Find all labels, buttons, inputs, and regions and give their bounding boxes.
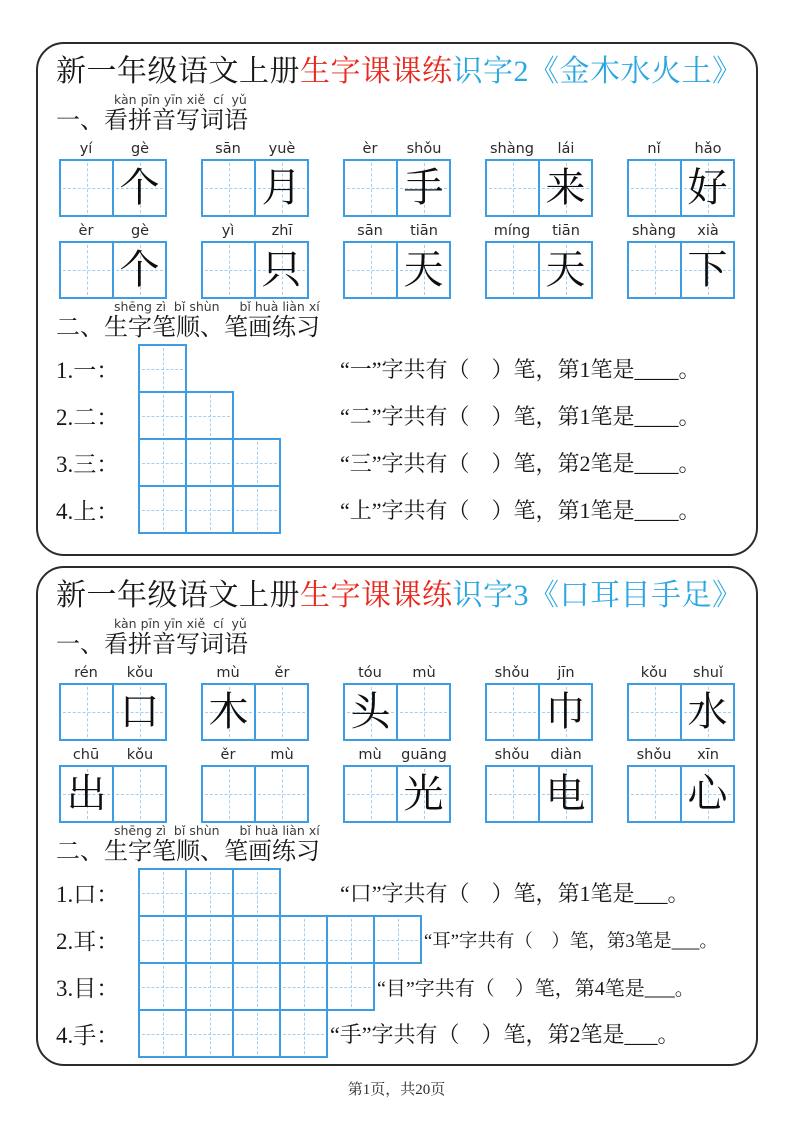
pinyin-syllable: xià bbox=[697, 223, 719, 239]
word-pinyin bbox=[201, 220, 309, 240]
practice-question: “口”字共有（ ）笔，第1笔是___。 bbox=[340, 881, 690, 906]
grid-cell bbox=[61, 243, 112, 297]
grid-cell bbox=[138, 962, 187, 1011]
word-pinyin bbox=[59, 220, 167, 240]
pinyin-syllable: kǒu bbox=[640, 665, 668, 681]
word-group bbox=[343, 138, 451, 217]
character bbox=[203, 161, 254, 215]
grid-cell bbox=[138, 485, 187, 534]
grid-cell bbox=[232, 868, 281, 917]
word-pinyin bbox=[59, 744, 167, 764]
pinyin-syllable: mù bbox=[358, 747, 382, 763]
title-book-part: 新一年级语文上册 bbox=[56, 579, 300, 612]
practice-grid bbox=[138, 868, 338, 917]
word-group bbox=[627, 138, 735, 217]
character bbox=[61, 243, 112, 297]
stroke-practice-row bbox=[56, 1009, 738, 1058]
word-row bbox=[56, 138, 738, 217]
writing-grid bbox=[201, 159, 309, 217]
practice-label: 1.一： bbox=[56, 358, 120, 383]
word-pinyin bbox=[201, 662, 309, 682]
writing-grid bbox=[627, 159, 735, 217]
stroke-practice-row bbox=[56, 391, 738, 440]
character: 个 bbox=[119, 165, 160, 210]
grid-cell bbox=[629, 161, 680, 215]
title-lesson-part: 识字3《口耳目手足》 bbox=[452, 579, 743, 612]
word-row bbox=[56, 744, 738, 823]
grid-cell bbox=[680, 685, 733, 739]
practice-grid bbox=[138, 485, 338, 534]
grid-cell bbox=[185, 868, 234, 917]
word-pinyin bbox=[627, 220, 735, 240]
character: 口 bbox=[119, 689, 160, 734]
grid-cell bbox=[396, 685, 449, 739]
grid-cell bbox=[185, 962, 234, 1011]
pinyin-syllable: zhī bbox=[271, 223, 293, 239]
grid-cell bbox=[232, 915, 281, 964]
character bbox=[487, 243, 538, 297]
pinyin-syllable: shǒu bbox=[406, 141, 442, 157]
character bbox=[61, 161, 112, 215]
word-group bbox=[59, 220, 167, 299]
practice-question: “目”字共有（ ）笔，第4笔是___。 bbox=[377, 978, 695, 1000]
title-lesson-part: 识字2《金木水火土》 bbox=[452, 55, 743, 88]
character bbox=[203, 767, 254, 821]
word-pinyin bbox=[343, 220, 451, 240]
pinyin-syllable: hǎo bbox=[694, 141, 722, 157]
grid-cell bbox=[138, 1009, 187, 1058]
pinyin-syllable: nǐ bbox=[647, 141, 661, 157]
word-pinyin bbox=[343, 138, 451, 158]
grid-cell bbox=[232, 485, 281, 534]
practice-label: 2.二： bbox=[56, 405, 120, 430]
pinyin-syllable: sān bbox=[215, 141, 241, 157]
pinyin-syllable: gè bbox=[130, 223, 150, 239]
word-group bbox=[59, 138, 167, 217]
stroke-practice-row bbox=[56, 868, 738, 917]
character: 来 bbox=[545, 165, 586, 210]
pinyin-syllable: sān bbox=[357, 223, 383, 239]
grid-cell bbox=[680, 767, 733, 821]
stroke-practice-block bbox=[56, 344, 738, 534]
practice-grid bbox=[138, 438, 338, 487]
word-row bbox=[56, 662, 738, 741]
grid-cell bbox=[487, 767, 538, 821]
practice-question: “上”字共有（ ）笔，第1笔是____。 bbox=[340, 498, 701, 523]
character bbox=[61, 685, 112, 739]
grid-cell bbox=[396, 767, 449, 821]
writing-grid bbox=[485, 241, 593, 299]
stroke-practice-block bbox=[56, 868, 738, 1058]
grid-cell bbox=[254, 161, 307, 215]
pinyin-syllable: mù bbox=[270, 747, 294, 763]
word-group bbox=[343, 220, 451, 299]
grid-cell bbox=[203, 161, 254, 215]
word-group bbox=[343, 744, 451, 823]
pinyin-syllable: èr bbox=[362, 141, 378, 157]
writing-grid bbox=[59, 241, 167, 299]
character: 电 bbox=[545, 771, 586, 816]
pinyin-syllable: mù bbox=[216, 665, 240, 681]
writing-grid bbox=[59, 159, 167, 217]
character bbox=[345, 243, 396, 297]
grid-cell bbox=[254, 685, 307, 739]
pinyin-syllable: mù bbox=[412, 665, 436, 681]
writing-grid bbox=[627, 765, 735, 823]
character: 出 bbox=[66, 771, 107, 816]
grid-cell bbox=[185, 438, 234, 487]
grid-cell bbox=[138, 868, 187, 917]
character bbox=[256, 767, 307, 821]
grid-cell bbox=[345, 243, 396, 297]
grid-cell bbox=[254, 243, 307, 297]
grid-cell bbox=[138, 391, 187, 440]
character: 月 bbox=[261, 165, 302, 210]
word-group bbox=[59, 744, 167, 823]
grid-cell bbox=[487, 685, 538, 739]
pinyin-syllable: rén bbox=[74, 665, 98, 681]
character: 手 bbox=[403, 165, 444, 210]
grid-cell bbox=[538, 243, 591, 297]
title-series-part: 生字课课练 bbox=[300, 55, 453, 88]
section2-heading: 二、生字笔顺、笔画练习 bbox=[56, 839, 320, 865]
pinyin-syllable: kǒu bbox=[126, 747, 154, 763]
title-book-part: 新一年级语文上册 bbox=[56, 55, 300, 88]
character: 天 bbox=[545, 247, 586, 292]
character: 巾 bbox=[545, 689, 586, 734]
pinyin-syllable: gè bbox=[130, 141, 150, 157]
section1-heading: 一、看拼音写词语 bbox=[56, 108, 248, 134]
practice-label: 1.口： bbox=[56, 882, 120, 907]
character bbox=[487, 161, 538, 215]
section2-pinyin: shēng zì bǐ shùn bǐ huà liàn xí bbox=[114, 299, 320, 314]
grid-cell bbox=[487, 243, 538, 297]
pinyin-syllable: míng bbox=[493, 223, 531, 239]
pinyin-syllable: yí bbox=[79, 141, 93, 157]
character bbox=[345, 161, 396, 215]
pinyin-syllable: yì bbox=[221, 223, 235, 239]
grid-cell bbox=[680, 161, 733, 215]
grid-cell bbox=[185, 915, 234, 964]
writing-grid bbox=[201, 765, 309, 823]
grid-cell bbox=[538, 767, 591, 821]
grid-cell bbox=[538, 685, 591, 739]
grid-cell bbox=[629, 243, 680, 297]
word-group bbox=[201, 744, 309, 823]
grid-cell bbox=[396, 243, 449, 297]
practice-label: 2.耳： bbox=[56, 929, 120, 954]
character bbox=[487, 685, 538, 739]
pinyin-syllable: diàn bbox=[550, 747, 582, 763]
grid-cell bbox=[112, 161, 165, 215]
section2-heading: 二、生字笔顺、笔画练习 bbox=[56, 315, 320, 341]
character: 好 bbox=[687, 165, 728, 210]
character: 个 bbox=[119, 247, 160, 292]
grid-cell bbox=[61, 161, 112, 215]
pinyin-syllable: guāng bbox=[401, 747, 447, 763]
grid-cell bbox=[112, 243, 165, 297]
grid-cell bbox=[326, 962, 375, 1011]
stroke-practice-row bbox=[56, 344, 738, 393]
worksheet-card-1 bbox=[36, 42, 758, 556]
character: 木 bbox=[208, 689, 249, 734]
character bbox=[629, 243, 680, 297]
writing-grid bbox=[485, 765, 593, 823]
pinyin-syllable: ěr bbox=[220, 747, 236, 763]
word-pinyin bbox=[201, 138, 309, 158]
character: 头 bbox=[350, 689, 391, 734]
pinyin-syllable: ěr bbox=[274, 665, 290, 681]
pinyin-syllable: shuǐ bbox=[693, 665, 723, 681]
practice-label: 3.目： bbox=[56, 976, 120, 1001]
grid-cell bbox=[138, 438, 187, 487]
writing-grid bbox=[343, 241, 451, 299]
stroke-practice-row bbox=[56, 915, 738, 964]
grid-cell bbox=[112, 767, 165, 821]
pinyin-syllable: chū bbox=[72, 747, 100, 763]
word-group bbox=[485, 662, 593, 741]
practice-grid bbox=[138, 344, 338, 393]
practice-grid bbox=[138, 915, 422, 964]
grid-cell bbox=[185, 485, 234, 534]
pinyin-syllable: lái bbox=[557, 141, 575, 157]
grid-cell bbox=[185, 1009, 234, 1058]
grid-cell bbox=[680, 243, 733, 297]
sheet-title bbox=[56, 52, 743, 92]
character: 水 bbox=[687, 689, 728, 734]
pinyin-syllable: shǒu bbox=[636, 747, 672, 763]
pinyin-syllable: tiān bbox=[410, 223, 438, 239]
word-pinyin bbox=[485, 138, 593, 158]
writing-grid bbox=[343, 159, 451, 217]
writing-grid bbox=[59, 765, 167, 823]
character: 下 bbox=[687, 247, 728, 292]
stroke-practice-row bbox=[56, 485, 738, 534]
word-pinyin bbox=[485, 744, 593, 764]
practice-label: 4.上： bbox=[56, 499, 120, 524]
practice-grid bbox=[138, 391, 338, 440]
character bbox=[629, 767, 680, 821]
writing-grid bbox=[343, 765, 451, 823]
pinyin-syllable: tóu bbox=[358, 665, 382, 681]
word-group bbox=[627, 220, 735, 299]
grid-cell bbox=[396, 161, 449, 215]
title-series-part: 生字课课练 bbox=[300, 579, 453, 612]
grid-cell bbox=[185, 391, 234, 440]
section1-pinyin: kàn pīn yīn xiě cí yǔ bbox=[114, 616, 247, 631]
practice-question: “手”字共有（ ）笔，第2笔是___。 bbox=[330, 1022, 680, 1047]
character bbox=[114, 767, 165, 821]
stroke-practice-row bbox=[56, 962, 738, 1011]
grid-cell bbox=[279, 1009, 328, 1058]
grid-cell bbox=[538, 161, 591, 215]
grid-cell bbox=[232, 1009, 281, 1058]
stroke-practice-row bbox=[56, 438, 738, 487]
grid-cell bbox=[203, 243, 254, 297]
grid-cell bbox=[138, 344, 187, 393]
pinyin-syllable: shǒu bbox=[494, 747, 530, 763]
writing-grid bbox=[627, 683, 735, 741]
character: 天 bbox=[403, 247, 444, 292]
pinyin-syllable: xīn bbox=[697, 747, 719, 763]
writing-grid bbox=[201, 683, 309, 741]
character bbox=[398, 685, 449, 739]
grid-cell bbox=[345, 685, 396, 739]
word-group bbox=[485, 744, 593, 823]
grid-cell bbox=[279, 962, 328, 1011]
grid-cell bbox=[232, 438, 281, 487]
pinyin-syllable: shǒu bbox=[494, 665, 530, 681]
grid-cell bbox=[203, 767, 254, 821]
character bbox=[345, 767, 396, 821]
writing-grid bbox=[485, 683, 593, 741]
character: 只 bbox=[261, 247, 302, 292]
practice-question: “耳”字共有（ ）笔，第3笔是___。 bbox=[424, 931, 718, 952]
pinyin-syllable: jīn bbox=[557, 665, 575, 681]
grid-cell bbox=[326, 915, 375, 964]
word-pinyin bbox=[59, 662, 167, 682]
pinyin-syllable: shàng bbox=[631, 223, 677, 239]
grid-cell bbox=[254, 767, 307, 821]
worksheet-card-2 bbox=[36, 566, 758, 1066]
character bbox=[629, 161, 680, 215]
character: 光 bbox=[403, 771, 444, 816]
grid-cell bbox=[345, 767, 396, 821]
pinyin-syllable: èr bbox=[78, 223, 94, 239]
character: 心 bbox=[687, 771, 728, 816]
grid-cell bbox=[279, 915, 328, 964]
practice-label: 4.手： bbox=[56, 1023, 120, 1048]
word-pinyin bbox=[343, 744, 451, 764]
pinyin-syllable: yuè bbox=[268, 141, 296, 157]
word-group bbox=[343, 662, 451, 741]
character bbox=[203, 243, 254, 297]
word-group bbox=[201, 662, 309, 741]
grid-cell bbox=[138, 915, 187, 964]
word-pinyin bbox=[485, 662, 593, 682]
word-pinyin bbox=[627, 138, 735, 158]
character bbox=[487, 767, 538, 821]
grid-cell bbox=[487, 161, 538, 215]
word-pinyin bbox=[485, 220, 593, 240]
section2-pinyin: shēng zì bǐ shùn bǐ huà liàn xí bbox=[114, 823, 320, 838]
word-group bbox=[627, 662, 735, 741]
grid-cell bbox=[203, 685, 254, 739]
writing-grid bbox=[59, 683, 167, 741]
word-pinyin bbox=[343, 662, 451, 682]
grid-cell bbox=[345, 161, 396, 215]
writing-grid bbox=[627, 241, 735, 299]
word-group bbox=[201, 138, 309, 217]
grid-cell bbox=[61, 685, 112, 739]
practice-grid bbox=[138, 1009, 328, 1058]
word-group bbox=[201, 220, 309, 299]
word-group bbox=[627, 744, 735, 823]
word-row bbox=[56, 220, 738, 299]
pinyin-syllable: shàng bbox=[489, 141, 535, 157]
practice-question: “一”字共有（ ）笔，第1笔是____。 bbox=[340, 357, 701, 382]
section1-pinyin: kàn pīn yīn xiě cí yǔ bbox=[114, 92, 247, 107]
grid-cell bbox=[629, 767, 680, 821]
page-number: 第1页，共20页 bbox=[347, 1082, 446, 1098]
practice-grid bbox=[138, 962, 375, 1011]
writing-grid bbox=[485, 159, 593, 217]
writing-grid bbox=[201, 241, 309, 299]
writing-grid bbox=[343, 683, 451, 741]
word-group bbox=[485, 138, 593, 217]
character bbox=[256, 685, 307, 739]
grid-cell bbox=[629, 685, 680, 739]
word-pinyin bbox=[201, 744, 309, 764]
grid-cell bbox=[61, 767, 112, 821]
pinyin-syllable: kǒu bbox=[126, 665, 154, 681]
word-pinyin bbox=[627, 744, 735, 764]
grid-cell bbox=[112, 685, 165, 739]
word-pinyin bbox=[627, 662, 735, 682]
pinyin-syllable: tiān bbox=[552, 223, 580, 239]
grid-cell bbox=[373, 915, 422, 964]
section1-heading: 一、看拼音写词语 bbox=[56, 632, 248, 658]
practice-question: “二”字共有（ ）笔，第1笔是____。 bbox=[340, 404, 701, 429]
word-group bbox=[485, 220, 593, 299]
practice-label: 3.三： bbox=[56, 452, 120, 477]
practice-question: “三”字共有（ ）笔，第2笔是____。 bbox=[340, 451, 701, 476]
sheet-title bbox=[56, 576, 743, 616]
word-pinyin bbox=[59, 138, 167, 158]
word-group bbox=[59, 662, 167, 741]
character bbox=[629, 685, 680, 739]
grid-cell bbox=[232, 962, 281, 1011]
